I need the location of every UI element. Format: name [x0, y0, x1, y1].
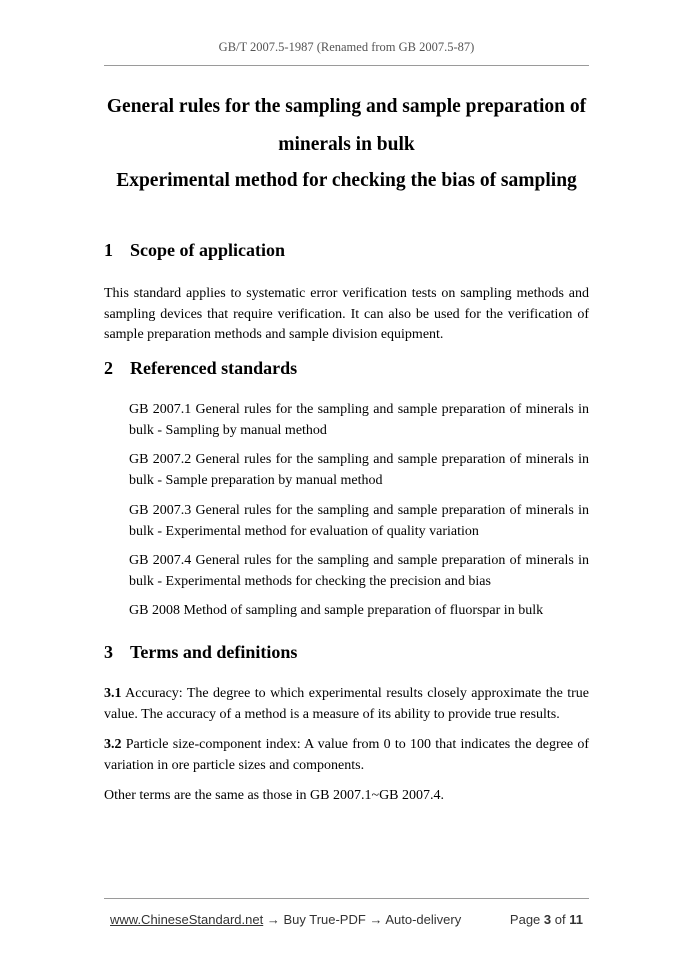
section-title: Terms and definitions — [130, 642, 298, 662]
current-page-number: 3 — [543, 912, 552, 927]
definition-text: Particle size-component index: A value from 0 to 100 that indicates the degree of variation in ore particle sizes and components. — [104, 737, 590, 773]
section-1-heading — [104, 239, 285, 261]
auto-delivery-text: Auto-delivery — [385, 912, 462, 927]
header-divider — [104, 65, 589, 66]
reference-item: GB 2008 Method of sampling and sample preparation of fluorspar in bulk — [129, 603, 544, 618]
document-title-line-2: minerals in bulk — [278, 134, 415, 155]
section-3-heading — [104, 641, 297, 663]
footer-divider — [104, 898, 589, 899]
reference-item: GB 2007.1 General rules for the sampling and sample preparation of minerals in bulk - Sampling by manual method — [129, 402, 589, 438]
section-number: 2 — [104, 358, 113, 378]
reference-item: GB 2007.4 General rules for the sampling and sample preparation of minerals in bulk - Experimental methods for checking the precision and bias — [129, 553, 589, 589]
reference-item: GB 2007.3 General rules for the sampling and sample preparation of minerals in bulk - Experimental method for evaluation of quality variation — [129, 503, 589, 539]
section-number: 3 — [104, 642, 113, 662]
reference-item: GB 2007.2 General rules for the sampling and sample preparation of minerals in bulk - Sample preparation by manual method — [129, 452, 589, 488]
page-of-label: of — [554, 912, 566, 927]
section-2-heading — [104, 357, 297, 379]
definition-3-2 — [104, 735, 589, 776]
definition-number: 3.2 — [104, 737, 122, 752]
definition-3-1 — [104, 684, 589, 725]
total-pages-number: 11 — [569, 912, 583, 927]
section-title: Referenced standards — [130, 358, 298, 378]
page-indicator — [510, 912, 583, 927]
arrow-right-icon: → — [266, 912, 280, 927]
section-1-body: This standard applies to systematic error verification tests on sampling methods and sampling devices that require verification. It can also be used for the verification of sample preparation methods and sample division equipment. — [104, 286, 589, 342]
terms-note: Other terms are the same as those in GB 2007.1~GB 2007.4. — [104, 788, 445, 803]
page-label: Page — [509, 912, 541, 927]
definition-number: 3.1 — [104, 686, 122, 701]
website-link[interactable]: www.ChineseStandard.net — [110, 912, 264, 927]
section-number: 1 — [104, 240, 113, 260]
arrow-right-icon: → — [369, 912, 383, 927]
definition-text: Accuracy: The degree to which experimental results closely approximate the true value. The accuracy of a method is a measure of its ability to provide true results. — [104, 686, 589, 722]
document-title-line-3: Experimental method for checking the bias of sampling — [116, 170, 577, 191]
footer-links — [110, 912, 461, 927]
page-footer — [110, 912, 583, 930]
document-title-line-1: General rules for the sampling and sample preparation of — [106, 96, 587, 117]
section-title: Scope of application — [130, 240, 286, 260]
running-header: GB/T 2007.5-1987 (Renamed from GB 2007.5-87) — [218, 40, 475, 54]
buy-true-pdf-link[interactable]: Buy True-PDF — [283, 912, 366, 927]
